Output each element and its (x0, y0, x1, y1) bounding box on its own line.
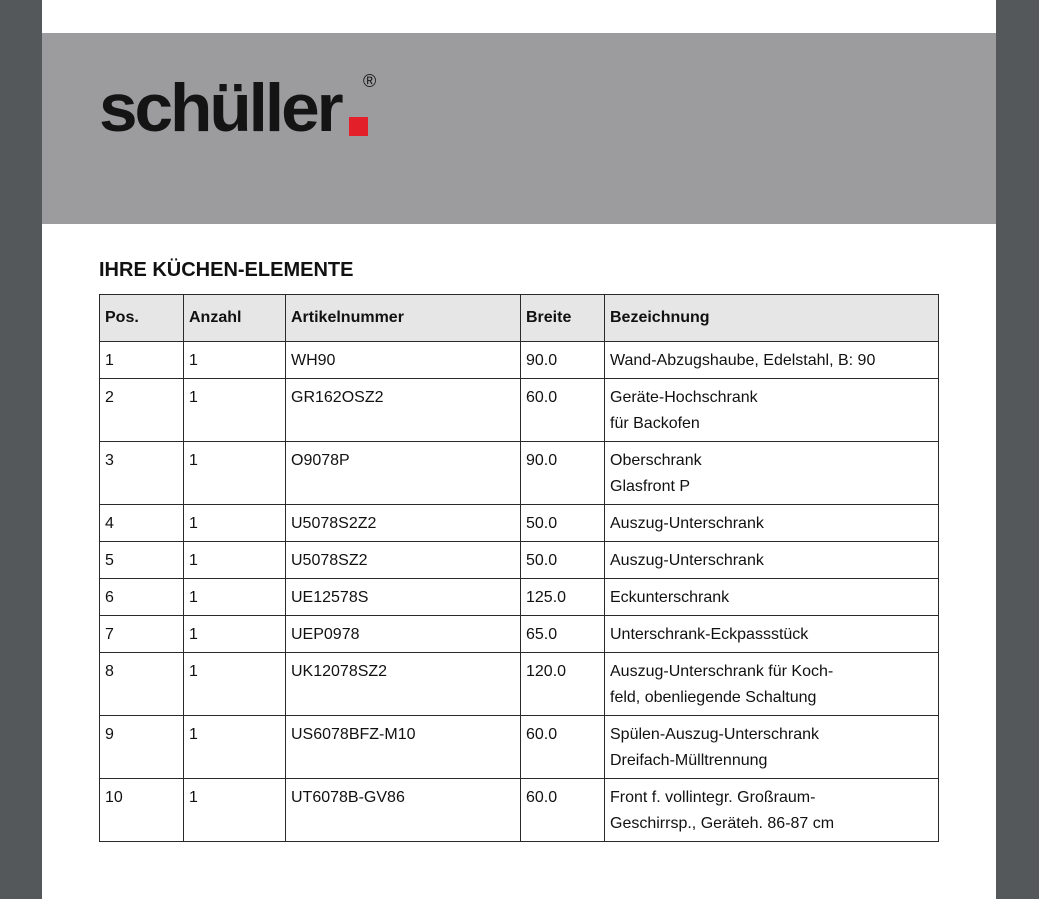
cell-breite: 50.0 (521, 505, 605, 542)
header-pos: Pos. (100, 295, 184, 342)
cell-artikelnummer: O9078P (286, 442, 521, 505)
cell-bezeichnung (605, 342, 939, 379)
cell-bezeichnung (605, 579, 939, 616)
header-anzahl: Anzahl (184, 295, 286, 342)
bezeichnung-line: Eckunterschrank (610, 589, 730, 606)
cell-bezeichnung (605, 442, 939, 505)
cell-breite: 125.0 (521, 579, 605, 616)
cell-bezeichnung (605, 779, 939, 842)
cell-anzahl: 1 (184, 379, 286, 442)
cell-artikelnummer: U5078S2Z2 (286, 505, 521, 542)
cell-artikelnummer: U5078SZ2 (286, 542, 521, 579)
bezeichnung-line: Geschirrsp., Geräteh. 86-87 cm (610, 815, 835, 832)
header-breite: Breite (521, 295, 605, 342)
header-artikelnummer: Artikelnummer (286, 295, 521, 342)
cell-pos: 10 (100, 779, 184, 842)
brand-logo (99, 70, 377, 146)
registered-mark: ® (363, 71, 377, 91)
cell-pos: 9 (100, 716, 184, 779)
document-page (42, 0, 996, 899)
table-row (100, 779, 939, 842)
bezeichnung-line: Dreifach-Mülltrennung (610, 752, 768, 769)
logo-wordmark: schüller (99, 70, 341, 146)
cell-artikelnummer: US6078BFZ-M10 (286, 716, 521, 779)
table-row (100, 442, 939, 505)
cell-pos: 5 (100, 542, 184, 579)
cell-pos: 6 (100, 579, 184, 616)
cell-bezeichnung (605, 379, 939, 442)
header-band (42, 33, 996, 224)
cell-breite: 60.0 (521, 779, 605, 842)
cell-bezeichnung (605, 616, 939, 653)
cell-anzahl: 1 (184, 779, 286, 842)
bezeichnung-line: Wand-Abzugshaube, Edelstahl, B: 90 (610, 352, 876, 369)
cell-artikelnummer: GR162OSZ2 (286, 379, 521, 442)
bezeichnung-line: feld, obenliegende Schaltung (610, 689, 817, 706)
bezeichnung-line: Auszug-Unterschrank (610, 552, 764, 569)
cell-artikelnummer: UT6078B-GV86 (286, 779, 521, 842)
logo-red-square (349, 117, 368, 136)
cell-pos: 3 (100, 442, 184, 505)
bezeichnung-line: Front f. vollintegr. Großraum- (610, 789, 816, 806)
cell-anzahl: 1 (184, 342, 286, 379)
table-row (100, 579, 939, 616)
cell-anzahl: 1 (184, 716, 286, 779)
bezeichnung-line: Oberschrank (610, 452, 702, 469)
cell-anzahl: 1 (184, 442, 286, 505)
bezeichnung-line: Auszug-Unterschrank für Koch- (610, 663, 834, 680)
cell-breite: 50.0 (521, 542, 605, 579)
cell-pos: 2 (100, 379, 184, 442)
section-title: IHRE KÜCHEN-ELEMENTE (99, 259, 354, 281)
bezeichnung-line: für Backofen (610, 415, 700, 432)
bezeichnung-line: Geräte-Hochschrank (610, 389, 758, 406)
table-row (100, 505, 939, 542)
cell-anzahl: 1 (184, 579, 286, 616)
cell-breite: 60.0 (521, 716, 605, 779)
cell-breite: 90.0 (521, 442, 605, 505)
cell-bezeichnung (605, 653, 939, 716)
cell-artikelnummer: UK12078SZ2 (286, 653, 521, 716)
cell-breite: 120.0 (521, 653, 605, 716)
cell-artikelnummer: WH90 (286, 342, 521, 379)
bezeichnung-line: Auszug-Unterschrank (610, 515, 764, 532)
table-body (100, 342, 939, 842)
cell-pos: 4 (100, 505, 184, 542)
table-row (100, 542, 939, 579)
bezeichnung-line: Glasfront P (610, 478, 691, 495)
cell-breite: 90.0 (521, 342, 605, 379)
cell-breite: 65.0 (521, 616, 605, 653)
table-row (100, 716, 939, 779)
cell-breite: 60.0 (521, 379, 605, 442)
table-row (100, 653, 939, 716)
cell-artikelnummer: UE12578S (286, 579, 521, 616)
cell-anzahl: 1 (184, 505, 286, 542)
header-bezeichnung: Bezeichnung (605, 295, 939, 342)
cell-bezeichnung (605, 505, 939, 542)
cell-artikelnummer: UEP0978 (286, 616, 521, 653)
cell-anzahl: 1 (184, 542, 286, 579)
bezeichnung-line: Spülen-Auszug-Unterschrank (610, 726, 819, 743)
kitchen-elements-table (99, 294, 939, 842)
cell-anzahl: 1 (184, 653, 286, 716)
cell-anzahl: 1 (184, 616, 286, 653)
cell-pos: 8 (100, 653, 184, 716)
bezeichnung-line: Unterschrank-Eckpassstück (610, 626, 809, 643)
cell-bezeichnung (605, 542, 939, 579)
table-row (100, 616, 939, 653)
cell-bezeichnung (605, 716, 939, 779)
table-header-row (100, 295, 939, 342)
cell-pos: 1 (100, 342, 184, 379)
table-row (100, 342, 939, 379)
table-row (100, 379, 939, 442)
cell-pos: 7 (100, 616, 184, 653)
